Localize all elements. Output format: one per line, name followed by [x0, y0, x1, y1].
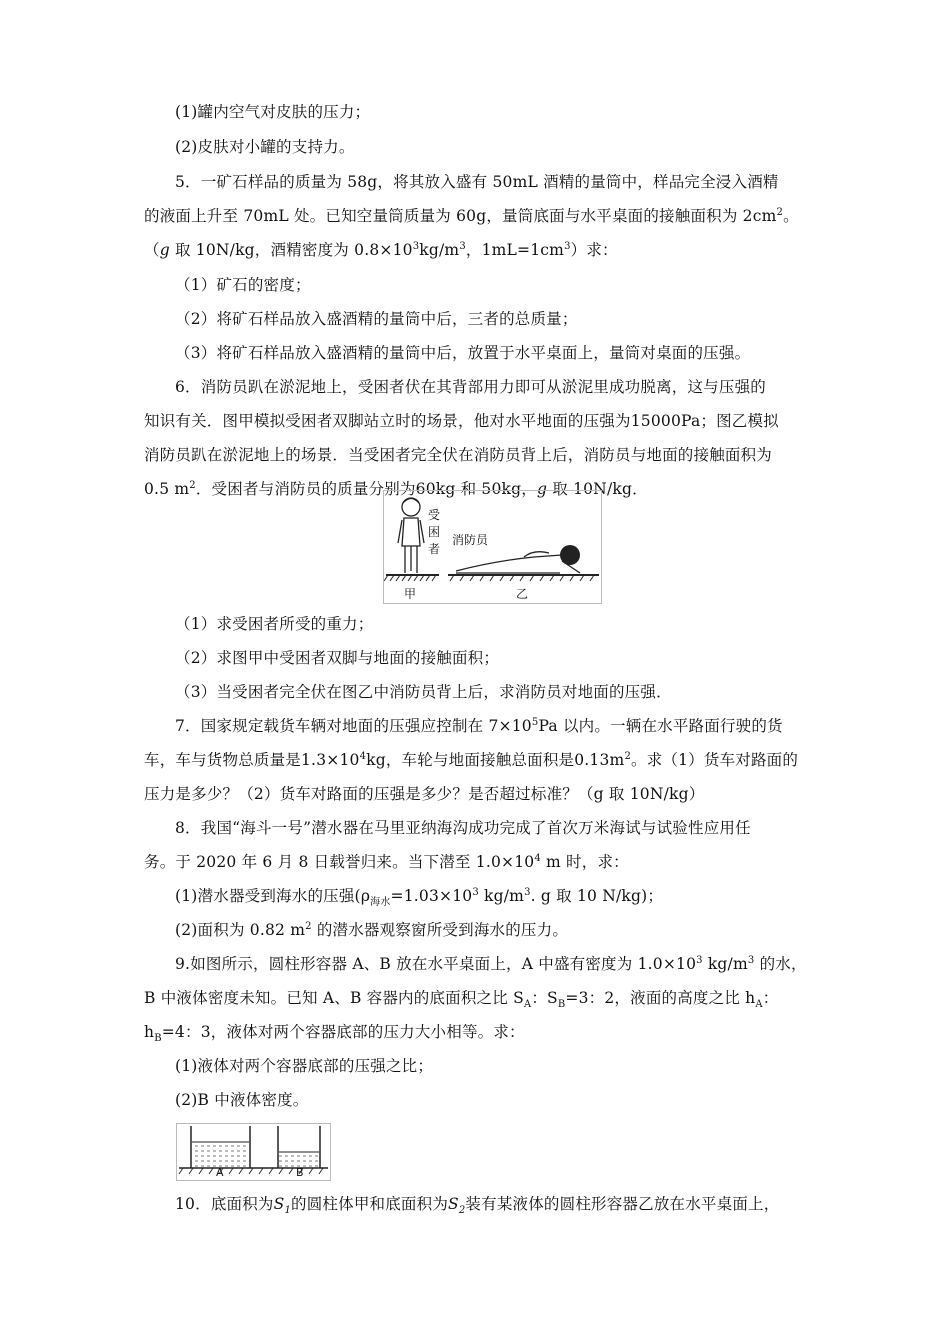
- q6-sub3: （3）当受困者完全伏在图乙中消防员背上后，求消防员对地面的压强．: [175, 683, 672, 701]
- q10-line1: 10．底面积为$S_1$的圆柱体甲和底面积为$S_2$装有某液体的圆柱形容器乙放在水平桌面上，: [175, 1195, 780, 1217]
- q4-sub2: (2)皮肤对小罐的支持力。: [175, 138, 355, 156]
- q6-line1: 6．消防员趴在淤泥地上，受困者伏在其背部用力即可从淤泥里成功脱离，这与压强的: [175, 378, 766, 396]
- firefighter-figure: [383, 490, 602, 604]
- q4-sub1: (1)罐内空气对皮肤的压力；: [175, 103, 371, 121]
- firefighter-illustration: [384, 491, 601, 603]
- q9-sub1: (1)液体对两个容器底部的压强之比；: [175, 1057, 434, 1075]
- figure-label-yi: 乙: [516, 587, 529, 601]
- q6-sub1: （1）求受困者所受的重力；: [175, 615, 374, 633]
- q6-line2: 知识有关．图甲模拟受困者双脚站立时的场景，他对水平地面的压强为15000Pa；图乙模拟: [144, 412, 779, 430]
- q9-line2: B 中液体密度未知。已知 A、B 容器内的底面积之比 $S_A$：$S_B=3$：2，液面的高度之比 $h_A$：: [144, 989, 779, 1011]
- q5-sub1: （1）矿石的密度；: [175, 276, 311, 294]
- q6-sub2: （2）求图甲中受困者双脚与地面的接触面积；: [175, 649, 500, 667]
- container-b-label: B: [296, 1166, 304, 1179]
- q9-line3: $h_B=4$：3，液体对两个容器底部的压力大小相等。求：: [144, 1023, 525, 1045]
- q5-line1: 5．一矿石样品的质量为 58g，将其放入盛有 50mL 酒精的量筒中，样品完全浸入酒精: [175, 173, 779, 191]
- figure-label-trapped-person: 受困者: [428, 508, 441, 556]
- q5-sub3: （3）将矿石样品放入盛酒精的量筒中后，放置于水平桌面上，量筒对桌面的压强。: [175, 344, 751, 362]
- q5-line3: （g 取 10N/kg，酒精密度为 $0.8\times 10^3kg/m^3$，$1mL=1cm^3$）求：: [144, 240, 618, 259]
- q8-line1: 8．我国“海斗一号”潜水器在马里亚纳海沟成功完成了首次万米海试与试验性应用任: [175, 819, 751, 837]
- container-a-label: A: [216, 1166, 224, 1179]
- q8-sub2: (2)面积为 0.82 $m^2$ 的潜水器观察窗所受到海水的压力。: [175, 920, 569, 939]
- figure-label-jia: 甲: [404, 587, 417, 601]
- q9-line1: 9.如图所示，圆柱形容器 A、B 放在水平桌面上，A 中盛有密度为 $1.0\times 10^3$ $kg/m^3$ 的水，: [175, 954, 807, 973]
- containers-illustration: [177, 1124, 330, 1180]
- q7-line3: 压力是多少？（2）货车对路面的压强是多少？是否超过标准？（g 取 10N/kg）: [144, 785, 705, 803]
- q5-line2: 的液面上升至 70mL 处。已知空量筒质量为 60g，量筒底面与水平桌面的接触面积为 $2cm^2$。: [144, 206, 799, 225]
- q8-sub1: (1)潜水器受到海水的压强($\rho_{海水}=1.03\times 10^3$ $kg/m^3$. g 取 10 N/kg)；: [175, 886, 664, 909]
- q6-line3: 消防员趴在淤泥地上的场景．当受困者完全伏在消防员背上后，消防员与地面的接触面积为: [144, 446, 773, 464]
- q9-sub2: (2)B 中液体密度。: [175, 1091, 309, 1109]
- q7-line2: 车，车与货物总质量是$1.3\times 10^4kg$，车轮与地面接触总面积是$0.13m^2$。求（1）货车对路面的: [144, 750, 799, 769]
- containers-figure: [176, 1123, 331, 1181]
- q8-line2: 务。于 2020 年 6 月 8 日载誉归来。当下潜至 $1.0\times 10^4$ m 时，求：: [144, 852, 629, 871]
- q7-line1: 7．国家规定载货车辆对地面的压强应控制在 $7\times 10^5Pa$ 以内。一辆在水平路面行驶的货: [175, 716, 783, 735]
- q5-sub2: （2）将矿石样品放入盛酒精的量筒中后，三者的总质量；: [175, 310, 578, 328]
- q6-line4: 0.5 $m^2$．受困者与消防员的质量分别为60kg 和 50kg，g 取 10N/kg．: [144, 479, 648, 498]
- figure-label-firefighter: 消防员: [452, 533, 489, 547]
